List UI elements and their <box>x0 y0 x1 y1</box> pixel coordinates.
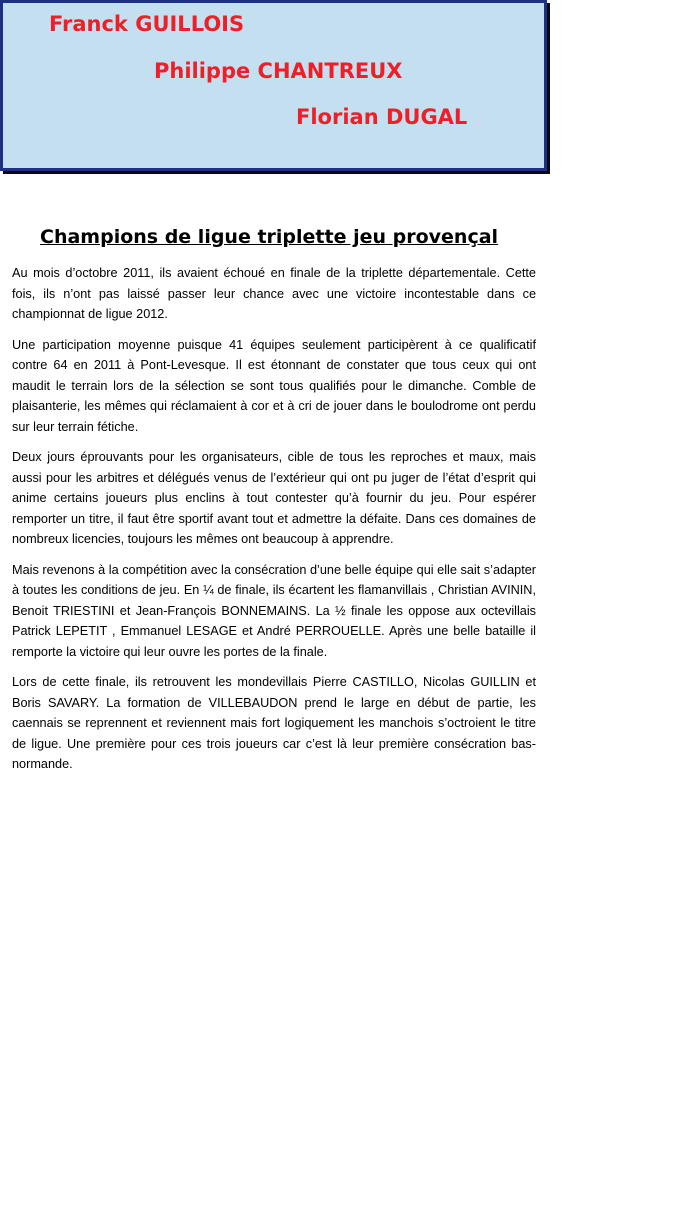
article-paragraph: Deux jours éprouvants pour les organisateurs, cible de tous les reproches et maux, mais aussi pour les arbitres et délégués venus de l’extérieur qui ont pu juger de l’état d’esprit qui anime certains joueurs plus enclins à tout contester qu’à fournir du jeu. Pour espérer remporter un titre, il faut être sportif avant tout et admettre la défaite. Dans ces domaines de nombreux licencies, toujours les mêmes ont beaucoup à apprendre. <box>12 450 536 546</box>
header-banner <box>0 0 547 171</box>
article-title: Champions de ligue triplette jeu provençal <box>40 226 499 248</box>
article-body <box>12 263 536 785</box>
article-paragraph: Une participation moyenne puisque 41 équipes seulement participèrent à ce qualificatif contre 64 en 2011 à Pont-Levesque. Il est étonnant de constater que tous ceux qui ont maudit le terrain lors de la sélection se sont tous qualifiés pour le dimanche. Comble de plaisanterie, les mêmes qui réclamaient à cor et à cri de jouer dans le boulodrome ont perdu sur leur terrain fétiche. <box>12 337 536 434</box>
article-paragraph: Au mois d’octobre 2011, ils avaient échoué en finale de la triplette départementale. Cette fois, ils n’ont pas laissé passer leur chance avec une victoire incontestable dans ce championnat de ligue 2012. <box>12 266 536 321</box>
article-paragraph: Mais revenons à la compétition avec la consécration d’une belle équipe qui elle sait s’adapter à toutes les conditions de jeu. En ¼ de finale, ils écartent les flamanvillais , Christian AVININ, Benoit TRIESTINI et Jean-François BONNEMAINS. La ½ finale les oppose aux octevillais Patrick LEPETIT , Emmanuel LESAGE et André PERROUELLE. Après une belle bataille il remporte la victoire qui leur ouvre les portes de la finale. <box>12 562 536 659</box>
player-name-2: Philippe CHANTREUX <box>154 59 403 83</box>
player-name-3: Florian DUGAL <box>296 105 468 129</box>
article-paragraph: Lors de cette finale, ils retrouvent les mondevillais Pierre CASTILLO, Nicolas GUILLIN et Boris SAVARY. La formation de VILLEBAUDON prend le large en début de partie, les caennais se reprennent et reviennent mais fort logiquement les manchois s’octroient le titre de ligue. Une première pour ces trois joueurs car c’est là leur première consécration bas-normande. <box>12 675 536 771</box>
player-name-1: Franck GUILLOIS <box>49 12 245 36</box>
